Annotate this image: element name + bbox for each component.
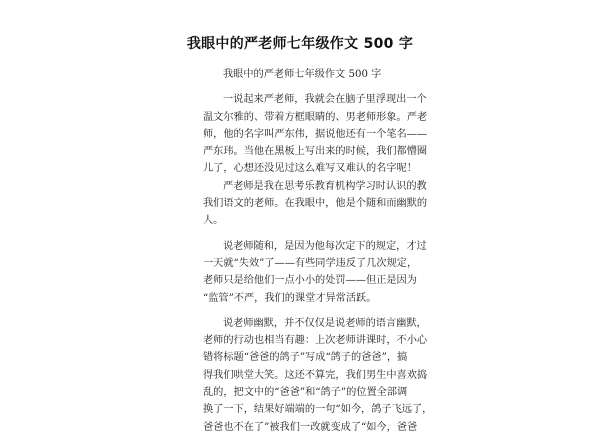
text-line: 温文尔雅的、带着方框眼睛的、男老师形象。严老 — [203, 111, 428, 123]
text-line: 乱的，把文中的“爸爸”和“鸽子”的位置全部调 — [203, 387, 408, 399]
text-line: 说老师随和，是因为他每次定下的规定，才过 — [223, 240, 427, 252]
text-line: 严老师是我在思考乐教育机构学习时认识的教 — [223, 180, 427, 192]
text-line: 师，他的名字叫严东伟，据说他还有一个笔名—— — [203, 128, 428, 140]
paragraph-heading — [203, 66, 413, 83]
text-line: 人。 — [203, 215, 224, 227]
text-line: 我眼中的严老师七年级作文 500 字 — [223, 69, 382, 80]
text-line: 一天就“失效”了——有些同学违反了几次规定， — [203, 257, 418, 269]
text-line: 老师只是给他们一点小小的处罚——但正是因为 — [203, 275, 417, 287]
text-line: 我们语文的老师。在我眼中，他是个随和而幽默的 — [203, 198, 428, 210]
text-line: 爸爸也不在了”被我们一改就变成了“如今，爸爸 — [203, 421, 418, 433]
article-body — [203, 66, 433, 444]
text-line: “监管”不严，我们的课堂才异常活跃。 — [203, 292, 377, 304]
paragraph-4 — [203, 315, 433, 436]
paragraph-2 — [203, 178, 428, 230]
text-line: 老师的行动也相当有趣：上次老师讲课时，不小心 — [203, 335, 428, 347]
paragraph-3 — [203, 238, 427, 307]
text-line: 说老师幽默，并不仅仅是说老师的语言幽默， — [223, 317, 427, 329]
text-line: 一说起来严老师，我就会在脑子里浮现出一个 — [223, 94, 427, 106]
page-title: 我眼中的严老师七年级作文 500 字 — [186, 36, 414, 52]
text-line: 严东玮。当他在黑板上写出来的时候，我们都懵圈 — [203, 146, 428, 158]
paragraph-1 — [203, 91, 428, 177]
text-line: 换了一下，结果好端端的一句“如今，鸽子飞远了， — [203, 404, 433, 416]
text-line: 儿了，心想还没见过这么难写又难认的名字呢！ — [203, 163, 417, 175]
text-line: 得我们哄堂大笑。这还不算完，我们男生中喜欢捣 — [203, 369, 428, 381]
text-line: 错将标题“爸爸的鸽子”写成“鸽子的爸爸”，搞 — [203, 352, 408, 364]
